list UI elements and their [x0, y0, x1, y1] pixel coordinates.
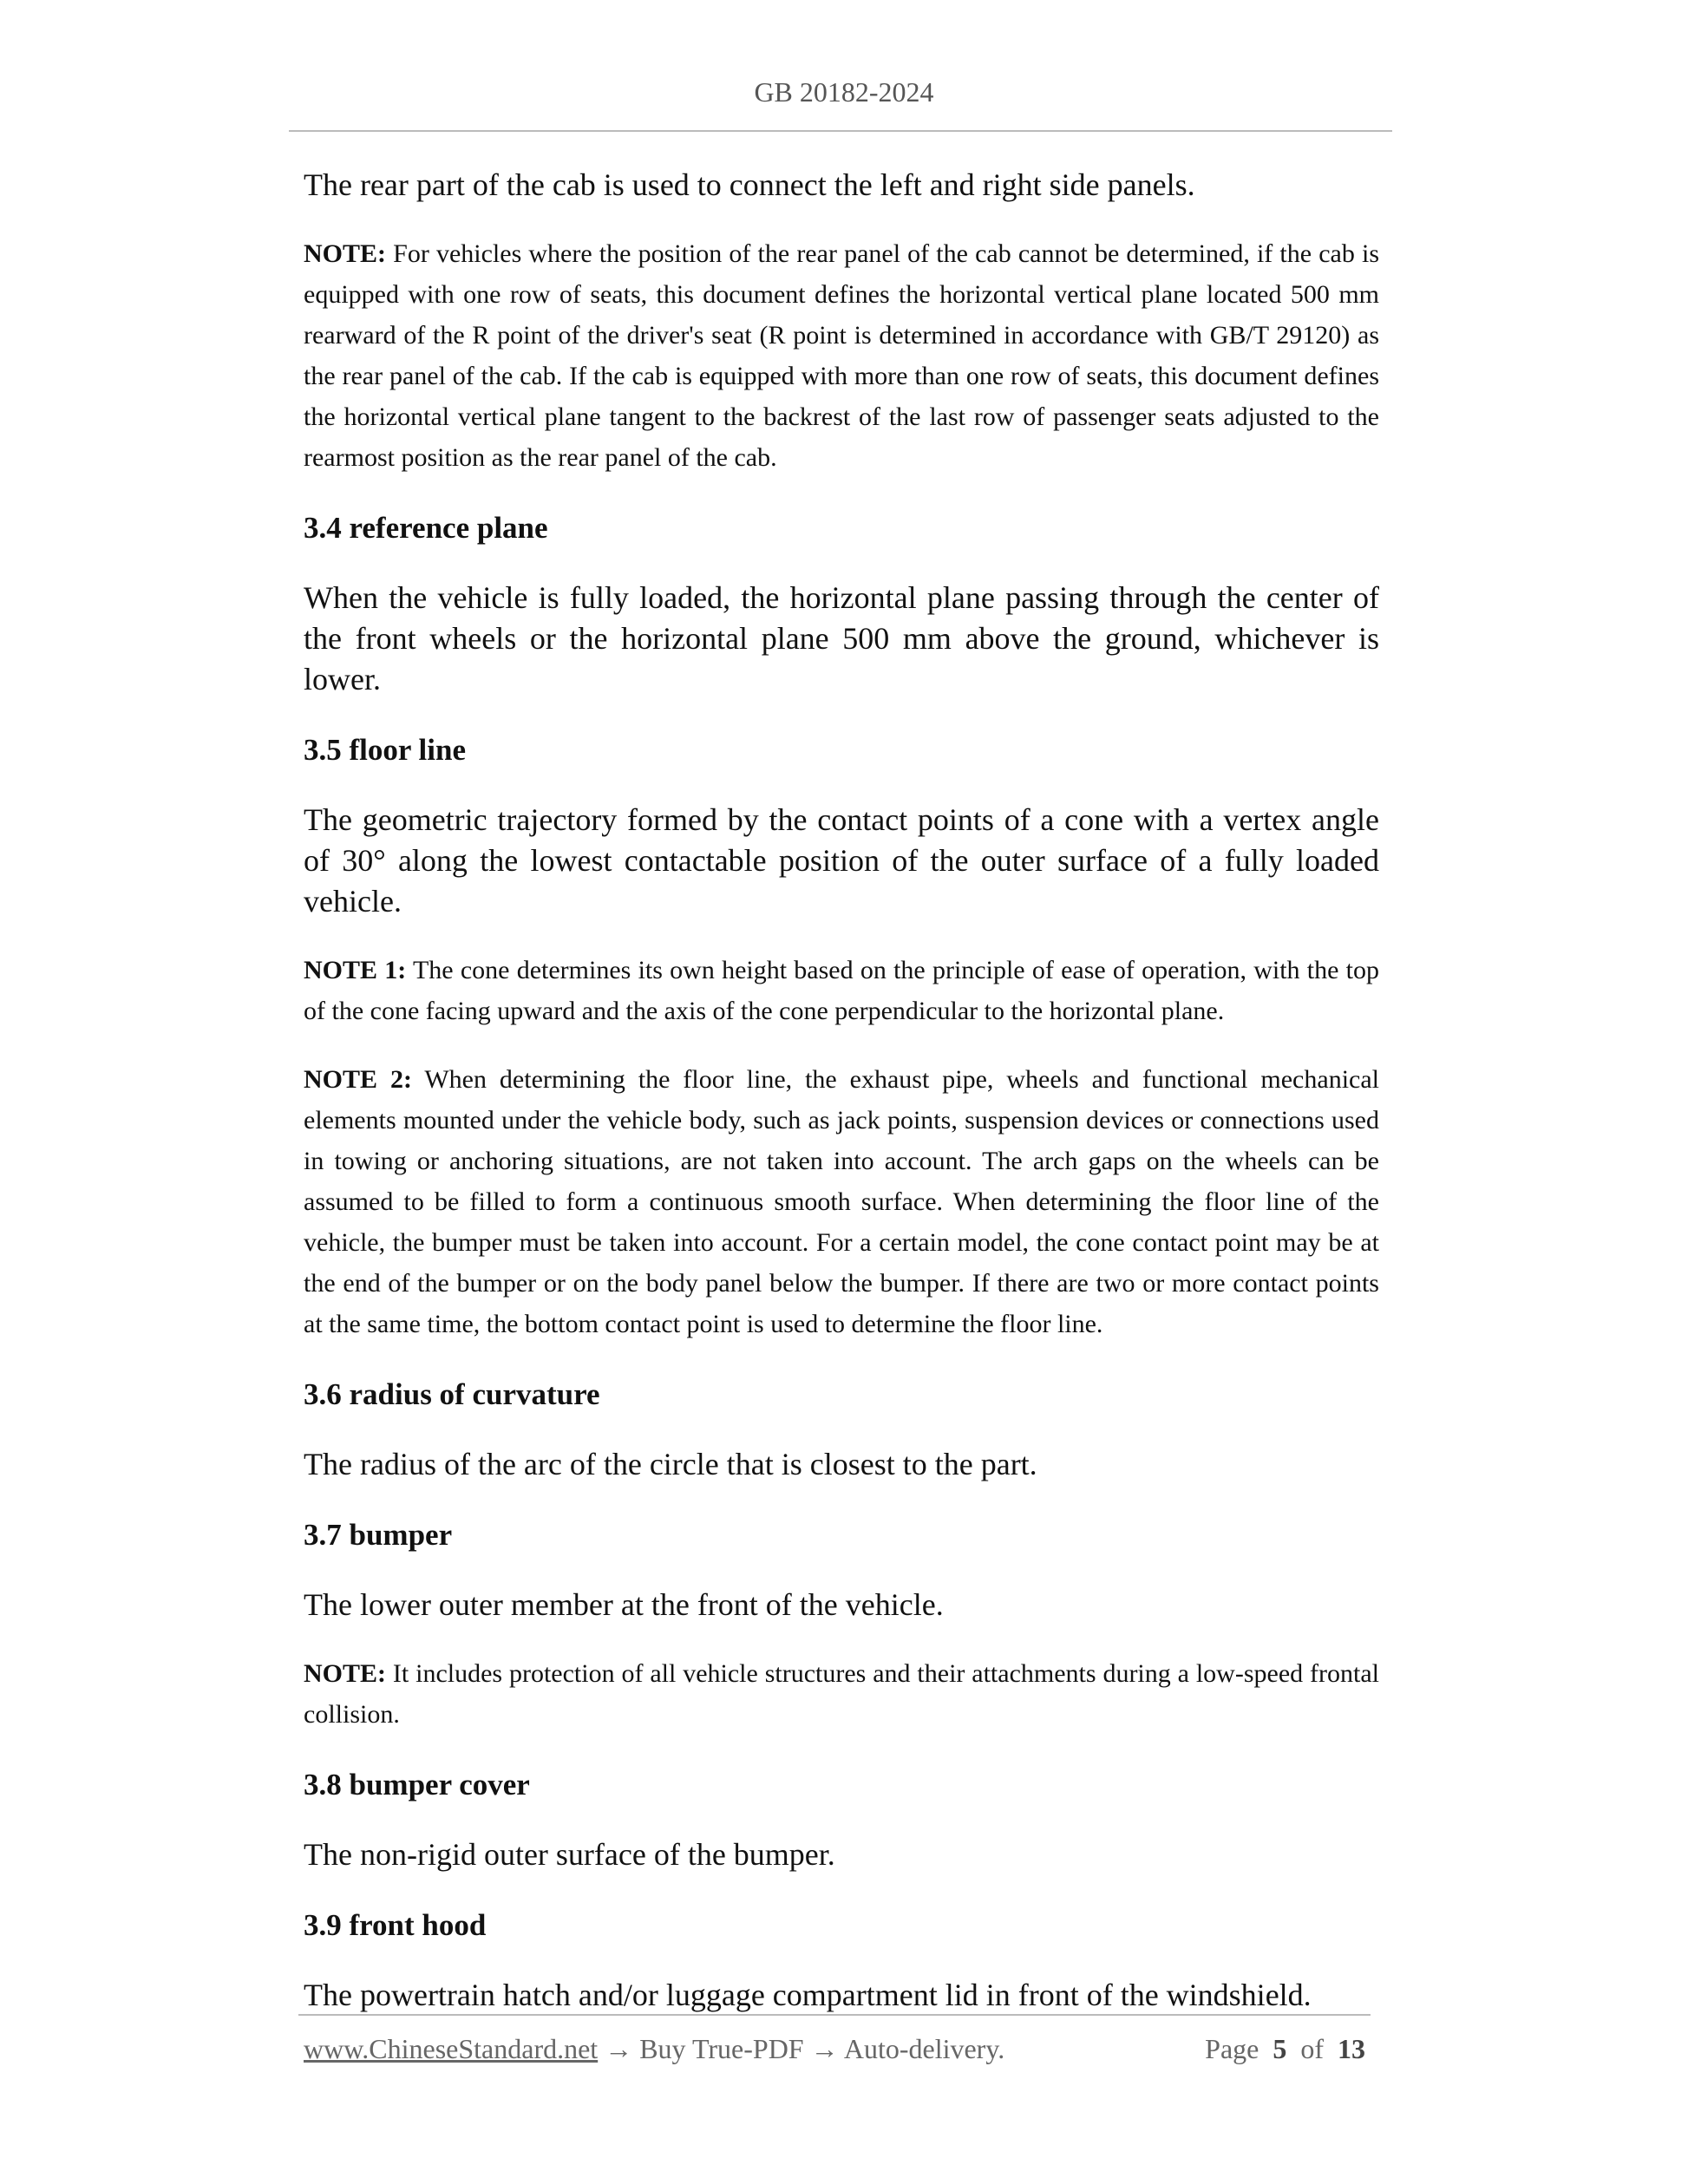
- arrow-right-icon: →: [598, 2033, 640, 2064]
- arrow-right-icon: →: [803, 2033, 844, 2064]
- page-of: of: [1300, 2033, 1324, 2064]
- paragraph-front-hood: The powertrain hatch and/or luggage compartment lid in front of the windshield.: [304, 1978, 1312, 2012]
- note-text: For vehicles where the position of the rear panel of the cab cannot be determined, if the cab is equipped with one row of seats, this document defines the horizontal vertical plane located 500 mm rearward of the R point of the driver's seat (R point is determined in accordance with GB/T 29120) as the rear panel of the cab. If the cab is equipped with more than one row of seats, this document defines the horizontal vertical plane tangent to the backrest of the last row of passenger seats adjusted to the rearmost position as the rear panel of the cab.: [304, 239, 1379, 472]
- note-floor-line-exclusions: [304, 1059, 1379, 1344]
- note-text: When determining the floor line, the exhaust pipe, wheels and functional mechanical elements mounted under the vehicle body, such as jack points, suspension devices or connections used in towing or anchoring situations, are not taken into account. The arch gaps on the wheels can be assumed to be filled to form a continuous smooth surface. When determining the floor line of the vehicle, the bumper must be taken into account. For a certain model, the cone contact point may be at the end of the bumper or on the body panel below the bumper. If there are two or more contact points at the same time, the bottom contact point is used to determine the floor line.: [304, 1065, 1379, 1338]
- page-header-title: GB 20182-2024: [754, 76, 934, 108]
- page-label: Page: [1205, 2033, 1259, 2064]
- website-link[interactable]: www.ChineseStandard.net: [304, 2033, 599, 2064]
- paragraph-radius-of-curvature: The radius of the arc of the circle that is closest to the part.: [304, 1447, 1037, 1481]
- footer-divider: [298, 2014, 1371, 2016]
- page-footer: [304, 2033, 1371, 2071]
- paragraph-bumper: The lower outer member at the front of the vehicle.: [304, 1587, 944, 1622]
- paragraph-cab-rear: The rear part of the cab is used to connect the left and right side panels.: [304, 167, 1195, 202]
- heading-floor-line: 3.5 floor line: [304, 733, 466, 767]
- buy-true-pdf-text: Buy True-PDF: [639, 2033, 804, 2064]
- heading-front-hood: 3.9 front hood: [304, 1908, 487, 1942]
- heading-bumper: 3.7 bumper: [304, 1518, 453, 1552]
- note-rear-panel: [304, 233, 1379, 478]
- auto-delivery-text: Auto-delivery.: [843, 2033, 1005, 2064]
- page-total: 13: [1338, 2033, 1365, 2064]
- heading-radius-of-curvature: 3.6 radius of curvature: [304, 1377, 600, 1411]
- page-current: 5: [1273, 2033, 1287, 2064]
- paragraph-reference-plane: When the vehicle is fully loaded, the horizontal plane passing through the center of the front wheels or the horizontal plane 500 mm above the ground, whichever is lower.: [304, 580, 1379, 696]
- document-body: [304, 165, 1379, 2016]
- paragraph-floor-line: The geometric trajectory formed by the contact points of a cone with a vertex angle of 30° along the lowest contactable position of the outer surface of a fully loaded vehicle.: [304, 802, 1379, 919]
- header-divider: [289, 130, 1392, 132]
- page-number: [1205, 2033, 1365, 2065]
- note-text: It includes protection of all vehicle structures and their attachments during a low-speed frontal collision.: [304, 1659, 1379, 1729]
- note-label: NOTE:: [304, 1659, 387, 1688]
- heading-bumper-cover: 3.8 bumper cover: [304, 1768, 530, 1801]
- note-cone-height: [304, 950, 1379, 1031]
- note-text: The cone determines its own height based on the principle of ease of operation, with the top of the cone facing upward and the axis of the cone perpendicular to the horizontal plane.: [304, 956, 1380, 1025]
- note-label: NOTE 2:: [304, 1065, 412, 1094]
- note-label: NOTE:: [304, 239, 387, 268]
- paragraph-bumper-cover: The non-rigid outer surface of the bumper.: [304, 1837, 835, 1872]
- note-bumper: [304, 1653, 1379, 1735]
- note-label: NOTE 1:: [304, 956, 407, 984]
- heading-reference-plane: 3.4 reference plane: [304, 511, 548, 545]
- footer-promo: [304, 2033, 1004, 2065]
